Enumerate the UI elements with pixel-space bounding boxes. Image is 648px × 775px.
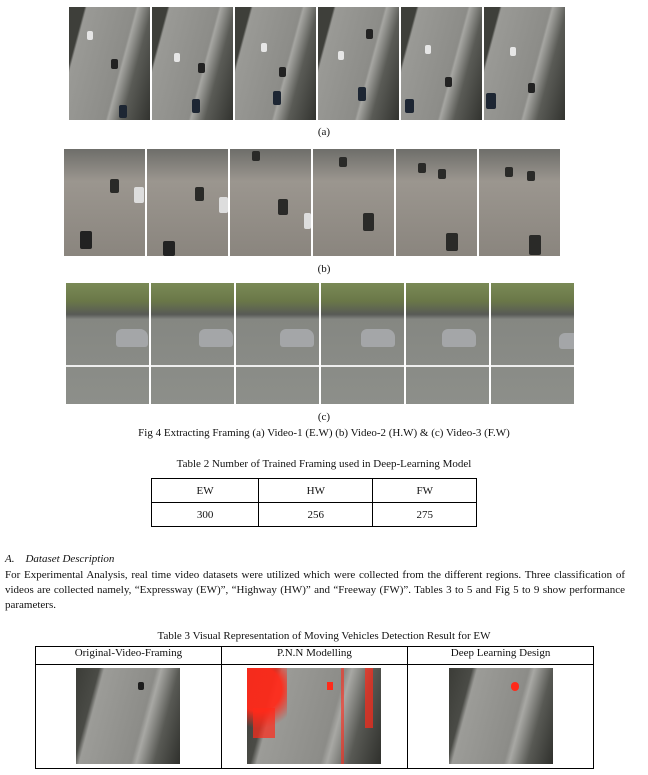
video-frame-fw-1 <box>66 283 149 404</box>
frame-strip-c <box>66 283 574 404</box>
video-frame-fw-5 <box>406 283 489 404</box>
video-frame-hw-4 <box>313 149 394 256</box>
video-frame-ew-3 <box>235 7 316 120</box>
video-frame-hw-6 <box>479 149 560 256</box>
frame-strip-a <box>69 7 565 120</box>
video-frame-hw-5 <box>396 149 477 256</box>
table3-image-cell <box>408 665 594 769</box>
video-frame-ew-6 <box>484 7 565 120</box>
video-frame-ew-1 <box>69 7 150 120</box>
figure-label-a: (a) <box>317 126 331 138</box>
table2-header-cell: HW <box>259 479 373 503</box>
figure-label-c: (c) <box>317 411 331 423</box>
table2-caption: Table 2 Number of Trained Framing used in Deep-Learning Model <box>176 458 472 470</box>
video-frame-ew-2 <box>152 7 233 120</box>
video-frame-ew-5 <box>401 7 482 120</box>
figure-caption: Fig 4 Extracting Framing (a) Video-1 (E.W) (b) Video-2 (H.W) & (c) Video-3 (F.W) <box>138 427 510 439</box>
table3-image-cell <box>221 665 407 769</box>
table2 <box>151 478 477 527</box>
deep-learning-frame-image <box>449 668 553 764</box>
video-frame-fw-3 <box>236 283 319 404</box>
table2-value-cell: 300 <box>152 503 259 527</box>
table3-header-cell: Deep Learning Design <box>408 647 594 665</box>
table2-value-cell: 275 <box>373 503 477 527</box>
table3-image-cell <box>36 665 222 769</box>
table3-caption: Table 3 Visual Representation of Moving Vehicles Detection Result for EW <box>157 630 491 642</box>
video-frame-ew-4 <box>318 7 399 120</box>
video-frame-fw-2 <box>151 283 234 404</box>
frame-strip-b <box>64 149 560 256</box>
section-paragraph: For Experimental Analysis, real time video datasets were utilized which were collected from the different regions. Three classification of videos are collected namely, “Expressway (EW)”, “Highway (HW)” and “Freeway (FW)”. Tables 3 to 5 and Fig 5 to 9 show performance parameters. <box>5 569 625 611</box>
table2-header-row <box>152 479 477 503</box>
video-frame-hw-3 <box>230 149 311 256</box>
table2-header-cell: EW <box>152 479 259 503</box>
table3-header-cell: Original-Video-Framing <box>36 647 222 665</box>
table3 <box>35 646 594 769</box>
table2-value-row <box>152 503 477 527</box>
video-frame-fw-6 <box>491 283 574 404</box>
table3-header-row <box>36 647 594 665</box>
figure-label-b: (b) <box>317 263 331 275</box>
original-frame-image <box>76 668 180 764</box>
video-frame-hw-2 <box>147 149 228 256</box>
table2-value-cell: 256 <box>259 503 373 527</box>
section-heading: A. Dataset Description <box>5 553 115 565</box>
table3-image-row <box>36 665 594 769</box>
table2-header-cell: FW <box>373 479 477 503</box>
pnn-frame-image <box>247 668 381 764</box>
video-frame-fw-4 <box>321 283 404 404</box>
video-frame-hw-1 <box>64 149 145 256</box>
table3-header-cell: P.N.N Modelling <box>221 647 407 665</box>
